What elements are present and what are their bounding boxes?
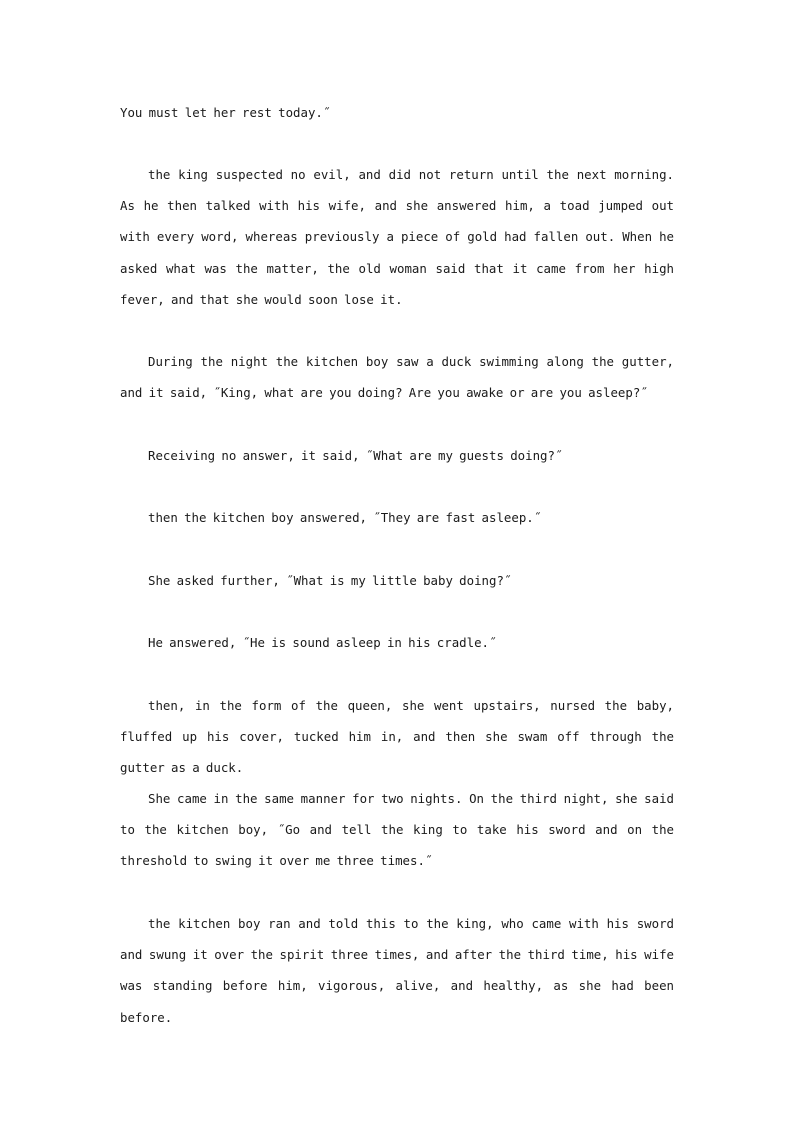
document-page [120,0,674,1123]
paragraph-8: then, in the form of the queen, she went upstairs, nursed the baby, fluffed up his cover, tucked him in, and then she swam off through the gutter as a duck. [120,698,674,776]
paragraph-1: You must let her rest today.˝ [120,105,331,120]
paragraph-2: the king suspected no evil, and did not return until the next morning. As he then talked with his wife, and she answered him, a toad jumped out with every word, whereas previously a piece of gold had fallen out. When he asked what was the matter, the old woman said that it came from her high fever, and that she would soon lose it. [120,167,674,307]
paragraph-4: Receiving no answer, it said, ˝What are my guests doing?˝ [148,448,563,463]
paragraph-9: She came in the same manner for two nights. On the third night, she said to the kitchen boy, ˝Go and tell the king to take his sword and on the threshold to swing it over me three times.˝ [120,791,674,869]
paragraph-3: During the night the kitchen boy saw a duck swimming along the gutter, and it said, ˝King, what are you doing? Are you awake or are you asleep?˝ [120,354,674,401]
paragraph-7: He answered, ˝He is sound asleep in his cradle.˝ [148,635,497,650]
paragraph-10: the kitchen boy ran and told this to the king, who came with his sword and swung it over the spirit three times, and after the third time, his wife was standing before him, vigorous, alive, and healthy, as she had been before. [120,916,674,1025]
paragraph-5: then the kitchen boy answered, ˝They are fast asleep.˝ [148,510,542,525]
paragraph-6: She asked further, ˝What is my little baby doing?˝ [148,573,512,588]
